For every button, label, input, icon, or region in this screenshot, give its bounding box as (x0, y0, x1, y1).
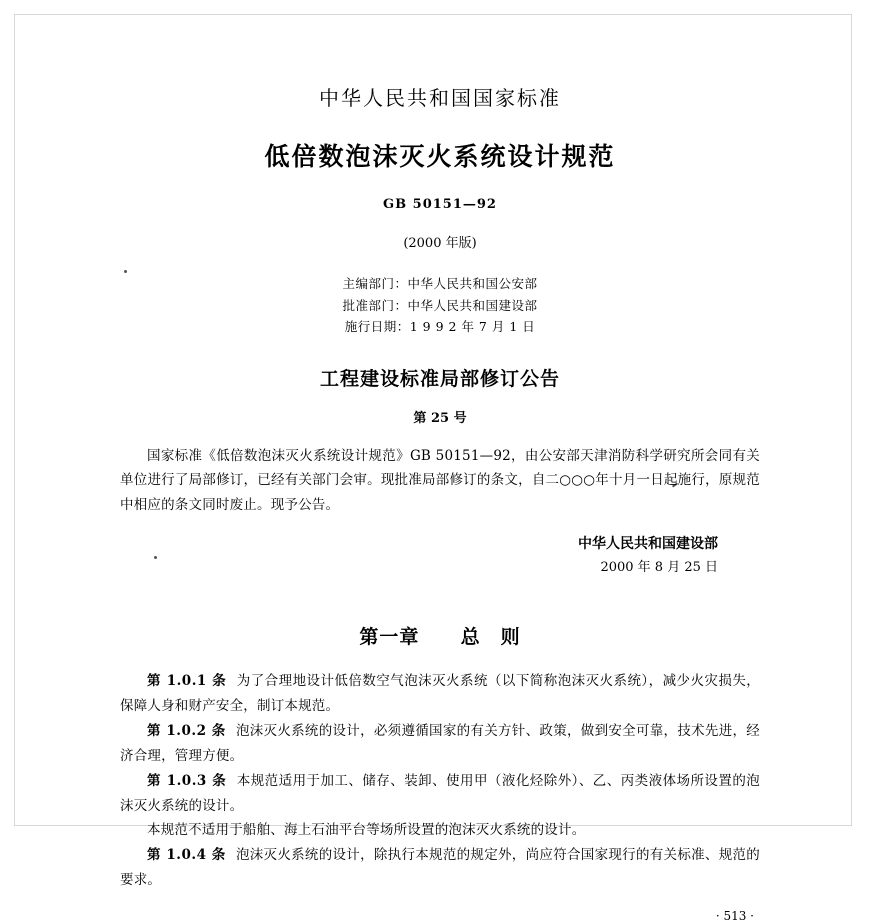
clause-text: 为了合理地设计低倍数空气泡沫灭火系统（以下简称泡沫灭火系统），减少火灾损失，保障人身和财产安全，制订本规范。 (120, 672, 760, 714)
page-title: 低倍数泡沫灭火系统设计规范 (264, 142, 616, 171)
national-standard-label: 中华人民共和国国家标准 (319, 86, 561, 110)
document-content (120, 60, 760, 923)
chapter-heading (120, 622, 760, 649)
chapter-name: 总 则 (460, 625, 521, 648)
announcement-number: 第 25 号 (413, 410, 467, 426)
clause-text: 本规范不适用于船舶、海上石油平台等场所设置的泡沫灭火系统的设计。 (147, 822, 586, 839)
clause-number: 第 1.0.3 条 (147, 772, 227, 789)
page-number: · 513 · (715, 909, 754, 923)
clause-number: 第 1.0.1 条 (147, 672, 227, 689)
clause-text: 泡沫灭火系统的设计，除执行本规范的规定外，尚应符合国家现行的有关标准、规范的要求。 (120, 847, 760, 889)
approving-department: 批准部门：中华人民共和国建设部 (342, 297, 538, 313)
editing-department: 主编部门：中华人民共和国公安部 (342, 276, 538, 291)
announcement-title: 工程建设标准局部修订公告 (319, 367, 560, 390)
standard-code: GB 50151—92 (383, 197, 497, 212)
clause-number: 第 1.0.4 条 (147, 847, 226, 864)
clause-item (120, 769, 760, 819)
clause-text: 泡沫灭火系统的设计，必须遵循国家的有关方针、政策，做到安全可靠，技术先进，经济合理，管理方便。 (120, 722, 760, 764)
edition-label: (2000 年版) (403, 236, 477, 251)
clause-item (120, 719, 760, 769)
clause-list (120, 669, 760, 894)
department-block (120, 273, 760, 338)
chapter-label: 第一章 (359, 625, 420, 648)
clause-item (120, 843, 760, 893)
clause-item (120, 818, 760, 843)
signature-date: 2000 年 8 月 25 日 (600, 559, 718, 575)
signature-block (120, 532, 760, 579)
clause-item (120, 669, 760, 719)
effective-date: 施行日期：1 9 9 2 年 7 月 1 日 (344, 319, 536, 334)
clause-number: 第 1.0.2 条 (147, 722, 226, 739)
clause-text: 本规范适用于加工、储存、装卸、使用甲（液化烃除外）、乙、丙类液体场所设置的泡沫灭火系统的设计。 (120, 772, 760, 814)
announcement-body: 国家标准《低倍数泡沫灭火系统设计规范》GB 50151—92，由公安部天津消防科学研究所会同有关单位进行了局部修订，已经有关部门会审。现批准局部修订的条文，自二○○○年十月一日起施行，原规范中相应的条文同时废止。现予公告。 (120, 447, 760, 514)
signature-organization: 中华人民共和国建设部 (578, 536, 718, 553)
